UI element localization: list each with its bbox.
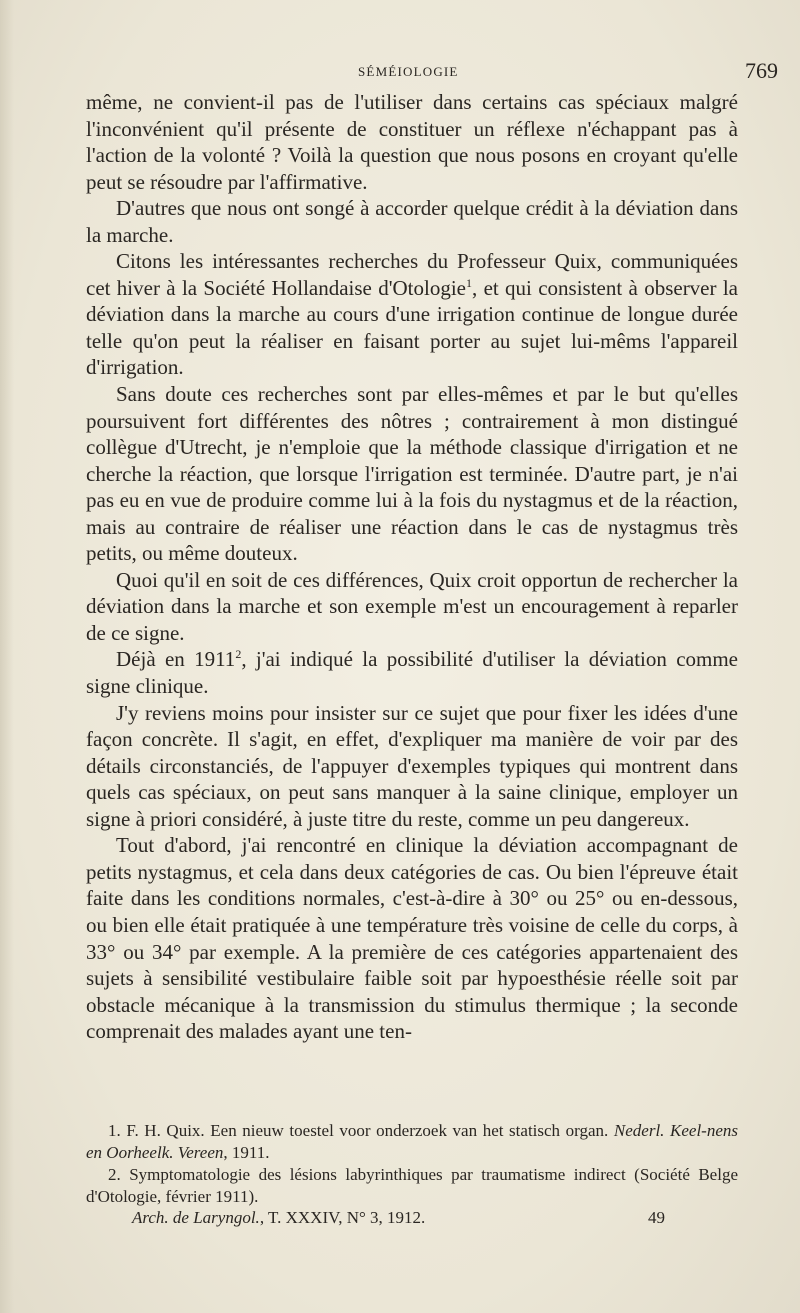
footnote-journal: Nederl. Keel-nens en Oorheelk. Vereen — [86, 1121, 738, 1162]
footnote-ref: 1 — [465, 275, 472, 290]
footnote-2: 2. Symptomatologie des lésions labyrinthiques par traumatisme indirect (Société Belge d'Otologie, février 1911). — [86, 1165, 738, 1206]
running-title: SÉMÉIOLOGIE — [358, 64, 459, 79]
footnotes — [86, 1120, 738, 1230]
paragraph-text: , et qui consistent à observer la déviation dans la marche au cours d'une irrigation continue de longue durée telle qu'on peut la réaliser en faisant porter au sujet lui-mêms l'appareil d'irrigation. — [86, 275, 738, 380]
paragraph: même, ne convient-il pas de l'utiliser dans certains cas spéciaux malgré l'inconvénient qu'il présente de constituer un réflexe n'échappant pas à l'action de la volonté ? Voilà la question que nous posons en croyant qu'elle peut se résoudre par l'affirmative. — [86, 90, 738, 194]
footnote-1 — [86, 1120, 738, 1164]
body-text — [86, 89, 738, 1045]
signature-line — [86, 1208, 738, 1230]
paragraph — [86, 646, 738, 699]
paragraph: D'autres que nous ont songé à accorder quelque crédit à la déviation dans la marche. — [86, 196, 738, 247]
footnote-text: , 1911. — [223, 1143, 270, 1162]
signature-number: 49 — [648, 1208, 665, 1227]
page-header — [0, 58, 800, 88]
paragraph-text: Déjà en 1911 — [116, 647, 236, 672]
signature-journal — [132, 1208, 425, 1228]
paragraph-text: Citons les intéressantes recherches du Professeur Quix, communiquées cet hiver à la Société Hollandaise d'Otologie — [86, 249, 738, 300]
page-edge-shadow — [0, 0, 14, 1313]
paragraph: J'y reviens moins pour insister sur ce sujet que pour fixer les idées d'une façon concrète. Il s'agit, en effet, d'expliquer ma manière de voir par des détails circonstanciés, de l'appuyer d'exemples typiques qui montrent dans quels cas spéciaux, on peut sans manquer à la saine clinique, employer un signe à priori considéré, à juste titre du reste, comme un peu dangereux. — [86, 700, 738, 831]
signature-journal-title: Arch. de Laryngol. — [132, 1208, 260, 1227]
paragraph-text: , j'ai indiqué la possibilité d'utiliser la déviation comme signe clinique. — [86, 647, 739, 699]
signature-volume: , T. XXXIV, N° 3, 1912. — [259, 1208, 426, 1227]
paragraph: Quoi qu'il en soit de ces différences, Quix croit opportun de rechercher la déviation dans la marche et son exemple m'est un encouragement à reparler de ce signe. — [86, 567, 738, 645]
page-number: 769 — [745, 58, 778, 83]
paragraph — [86, 248, 738, 381]
paragraph: Sans doute ces recherches sont par elles-mêmes et par le but qu'elles poursuivent fort différentes des nôtres ; contrairement à mon distingué collègue d'Utrecht, je n'emploie que la méthode classique d'irrigation et ne cherche la réaction, que lorsque l'irrigation est terminée. D'autre part, je n'ai pas eu en vue de produire comme lui à la fois du nystagmus et de la réaction, mais au contraire de réaliser une réaction dans le cas de nystagmus très petits, ou même douteux. — [86, 382, 738, 566]
footnote-text: 1. F. H. Quix. Een nieuw toestel voor onderzoek van het statisch organ. — [108, 1121, 614, 1140]
footnote-ref: 2 — [235, 647, 242, 662]
paragraph: Tout d'abord, j'ai rencontré en clinique la déviation accompagnant de petits nystagmus, et cela dans deux catégories de cas. Ou bien l'épreuve était faite dans les conditions normales, c'est-à-dire à 30° ou 25° ou en-dessous, ou bien elle était pratiquée à une température très voisine de celle du corps, à 33° ou 34° par exemple. A la première de ces catégories appartenaient des sujets à sensibilité vestibulaire faible soit par hypoesthésie réelle soit par obstacle mécanique à la transmission du stimulus thermique ; la seconde comprenait des malades ayant une ten- — [86, 833, 738, 1044]
